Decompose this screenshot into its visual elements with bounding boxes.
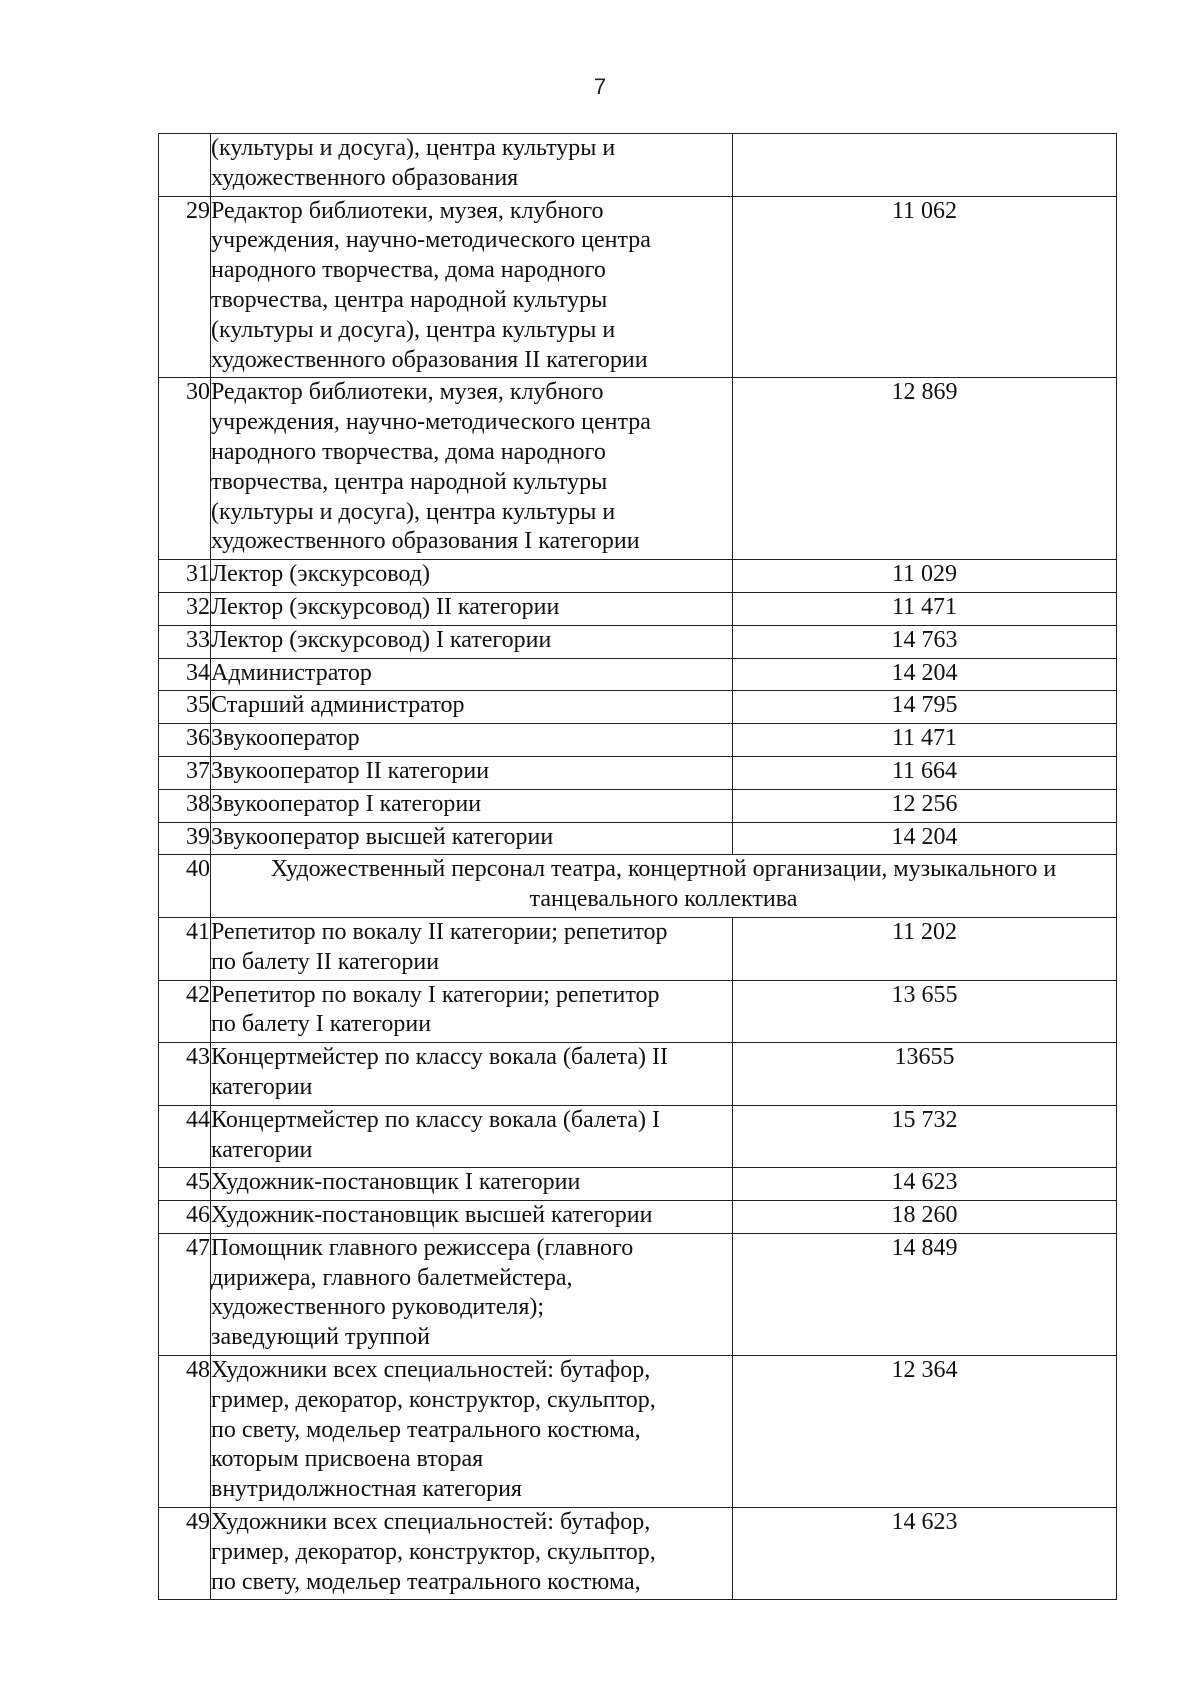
salary-value: 14 763 xyxy=(733,625,1117,658)
row-number: 47 xyxy=(159,1233,211,1355)
position-title: Репетитор по вокалу II категории; репетитор по балету II категории xyxy=(211,917,733,980)
row-number: 38 xyxy=(159,789,211,822)
row-number: 41 xyxy=(159,917,211,980)
row-number: 37 xyxy=(159,756,211,789)
table-row xyxy=(159,1356,1117,1508)
position-title: Лектор (экскурсовод) II категории xyxy=(211,592,733,625)
row-number: 39 xyxy=(159,822,211,855)
table-row xyxy=(159,980,1117,1043)
position-title: Художник-постановщик I категории xyxy=(211,1168,733,1201)
salary-value: 11 471 xyxy=(733,592,1117,625)
salary-value: 13 655 xyxy=(733,980,1117,1043)
position-title: Концертмейстер по классу вокала (балета) I категории xyxy=(211,1105,733,1168)
position-title: Редактор библиотеки, музея, клубного учреждения, научно-методического центра народного творчества, дома народного творчества, центра народной культуры (культуры и досуга), центра культуры и художественного образования II категории xyxy=(211,196,733,378)
position-title: Помощник главного режиссера (главного дирижера, главного балетмейстера, художественного руководителя); заведующий труппой xyxy=(211,1233,733,1355)
salary-value: 11 664 xyxy=(733,756,1117,789)
row-number xyxy=(159,134,211,197)
row-number: 49 xyxy=(159,1508,211,1600)
salary-value: 11 202 xyxy=(733,917,1117,980)
salary-value: 12 256 xyxy=(733,789,1117,822)
row-number: 30 xyxy=(159,378,211,560)
row-number: 36 xyxy=(159,724,211,757)
table-row xyxy=(159,822,1117,855)
table-row xyxy=(159,1168,1117,1201)
row-number: 32 xyxy=(159,592,211,625)
row-number: 46 xyxy=(159,1201,211,1234)
position-title: Лектор (экскурсовод) I категории xyxy=(211,625,733,658)
row-number: 44 xyxy=(159,1105,211,1168)
salary-value: 14 623 xyxy=(733,1168,1117,1201)
position-title: Звукооператор I категории xyxy=(211,789,733,822)
salary-value: 14 795 xyxy=(733,691,1117,724)
position-title: Лектор (экскурсовод) xyxy=(211,560,733,593)
salary-value: 14 204 xyxy=(733,658,1117,691)
position-title: Звукооператор высшей категории xyxy=(211,822,733,855)
table-row xyxy=(159,855,1117,918)
table-row xyxy=(159,560,1117,593)
row-number: 31 xyxy=(159,560,211,593)
section-heading: Художественный персонал театра, концертной организации, музыкального и танцевального коллектива xyxy=(211,855,1117,918)
salary-value: 12 364 xyxy=(733,1356,1117,1508)
table-row xyxy=(159,1233,1117,1355)
row-number: 43 xyxy=(159,1043,211,1106)
salary-value: 12 869 xyxy=(733,378,1117,560)
row-number: 29 xyxy=(159,196,211,378)
table-row xyxy=(159,1043,1117,1106)
position-title: Старший администратор xyxy=(211,691,733,724)
table-row xyxy=(159,658,1117,691)
salary-value: 14 204 xyxy=(733,822,1117,855)
table-row xyxy=(159,1508,1117,1600)
row-number: 40 xyxy=(159,855,211,918)
position-title: Звукооператор II категории xyxy=(211,756,733,789)
table-row xyxy=(159,625,1117,658)
table-row xyxy=(159,917,1117,980)
table-body xyxy=(159,134,1117,1600)
table-row xyxy=(159,196,1117,378)
table-row xyxy=(159,1105,1117,1168)
position-title: Репетитор по вокалу I категории; репетитор по балету I категории xyxy=(211,980,733,1043)
row-number: 42 xyxy=(159,980,211,1043)
salary-value: 14 849 xyxy=(733,1233,1117,1355)
table-row xyxy=(159,724,1117,757)
salary-value: 11 062 xyxy=(733,196,1117,378)
salary-value: 13655 xyxy=(733,1043,1117,1106)
position-title: (культуры и досуга), центра культуры и художественного образования xyxy=(211,134,733,197)
salary-value: 11 029 xyxy=(733,560,1117,593)
table-row xyxy=(159,789,1117,822)
position-title: Художники всех специальностей: бутафор, гример, декоратор, конструктор, скульптор, по свету, модельер театрального костюма, которым присвоена вторая внутридолжностная категория xyxy=(211,1356,733,1508)
salary-value: 11 471 xyxy=(733,724,1117,757)
table-row xyxy=(159,592,1117,625)
salary-table xyxy=(158,133,1117,1600)
table-row xyxy=(159,691,1117,724)
table-row xyxy=(159,134,1117,197)
position-title: Художник-постановщик высшей категории xyxy=(211,1201,733,1234)
table-row xyxy=(159,1201,1117,1234)
position-title: Художники всех специальностей: бутафор, гример, декоратор, конструктор, скульптор, по свету, модельер театрального костюма, xyxy=(211,1508,733,1600)
row-number: 48 xyxy=(159,1356,211,1508)
position-title: Администратор xyxy=(211,658,733,691)
salary-value: 14 623 xyxy=(733,1508,1117,1600)
salary-value: 18 260 xyxy=(733,1201,1117,1234)
row-number: 33 xyxy=(159,625,211,658)
table-row xyxy=(159,756,1117,789)
row-number: 35 xyxy=(159,691,211,724)
row-number: 34 xyxy=(159,658,211,691)
salary-value xyxy=(733,134,1117,197)
salary-value: 15 732 xyxy=(733,1105,1117,1168)
table-row xyxy=(159,378,1117,560)
position-title: Редактор библиотеки, музея, клубного учреждения, научно-методического центра народного творчества, дома народного творчества, центра народной культуры (культуры и досуга), центра культуры и художественного образования I категории xyxy=(211,378,733,560)
page-number: 7 xyxy=(593,74,607,99)
row-number: 45 xyxy=(159,1168,211,1201)
position-title: Концертмейстер по классу вокала (балета) II категории xyxy=(211,1043,733,1106)
position-title: Звукооператор xyxy=(211,724,733,757)
